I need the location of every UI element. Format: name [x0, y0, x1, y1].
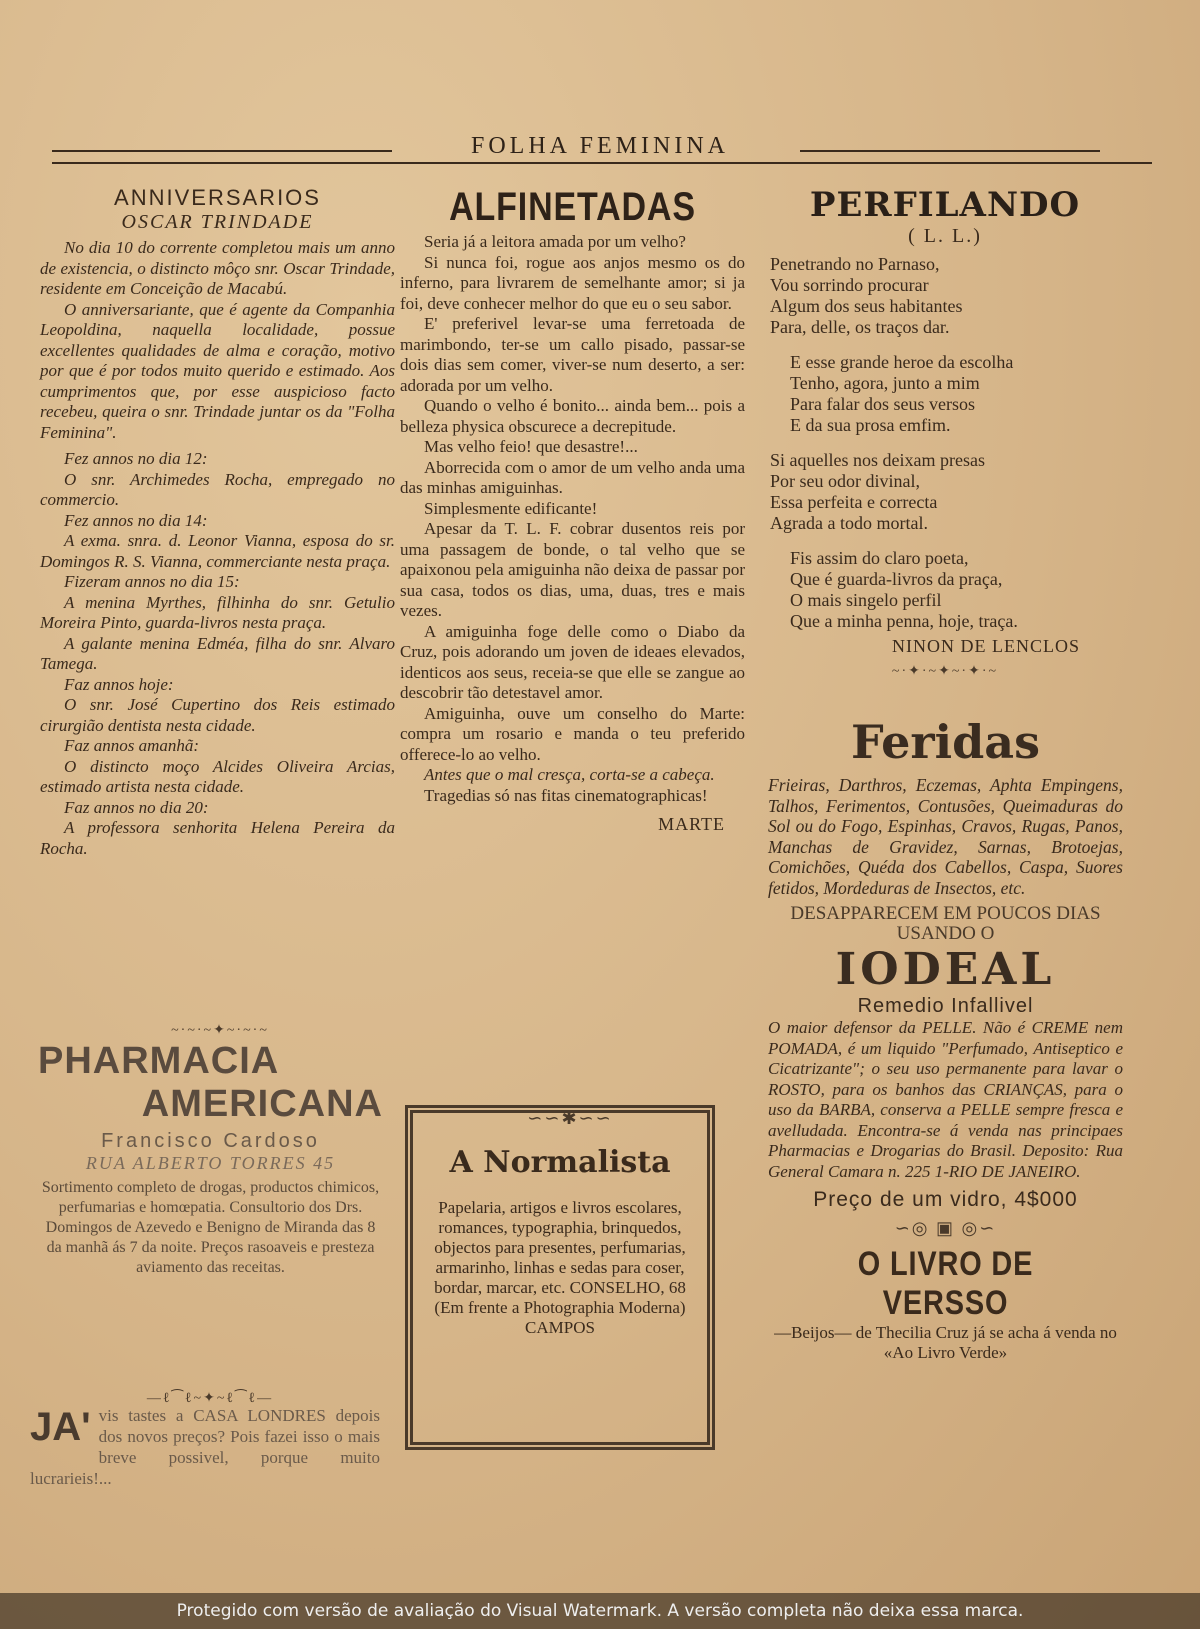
anniversaries-body — [40, 238, 395, 859]
alfinetadas-title: ALFINETADAS — [449, 185, 696, 229]
anniversaries-subtitle: OSCAR TRINDADE — [121, 211, 314, 233]
masthead-rule — [52, 162, 1152, 164]
ornament-divider: ∽◎ ▣ ◎∽ — [894, 1218, 997, 1238]
perfilando-poem — [770, 254, 1120, 657]
normalista-title: A Normalista — [449, 1145, 671, 1180]
feridas-title: Feridas — [851, 715, 1040, 769]
anniv-para: O distincto moço Alcides Oliveira Arcias, estimado artista nesta cidade. — [40, 756, 395, 796]
poem-line: Para falar dos seus versos — [790, 394, 975, 414]
anniv-para: Fez annos no dia 14: — [64, 510, 208, 530]
poem-line: Penetrando no Parnaso, — [770, 254, 940, 274]
alfinetadas-para: E' preferivel levar-se uma ferretoada de marimbondo, ter-se um callo pisado, passar-se dois dias sem comer, viver-se num deserto, a ser: adorada por um velho. — [400, 314, 745, 395]
alfinetadas-para: Quando o velho é bonito... ainda bem... pois a belleza physica obscurece a decrepitude. — [400, 396, 745, 436]
poem-line: Agrada a todo mortal. — [770, 513, 928, 533]
anniv-para: A galante menina Edméa, filha do snr. Alvaro Tamega. — [40, 633, 395, 673]
watermark-banner: Protegido com versão de avaliação do Visual Watermark. A versão completa não deixa essa marca. — [0, 1593, 1200, 1629]
alfinetadas-para: Antes que o mal cresça, corta-se a cabeça. — [424, 765, 715, 784]
poem-line: Tenho, agora, junto a mim — [790, 373, 980, 393]
ornament-divider: ∽∽✱∽∽ — [527, 1108, 613, 1128]
iodeal-product: IODEAL — [835, 944, 1056, 995]
ornament-divider: ~·✦·~✦~·✦·~ — [891, 664, 999, 679]
alfinetadas-para: Amiguinha, ouve um conselho do Marte: compra um rosario e manda o teu preferido offerece-lo ao velho. — [400, 703, 745, 764]
poem-stanza — [770, 548, 1120, 632]
alfinetadas-para: Tragedias só nas fitas cinematographicas! — [424, 785, 708, 805]
poem-line: O mais singelo perfil — [790, 590, 942, 610]
column-alfinetadas — [400, 185, 745, 835]
alfinetadas-para: A amiguinha foge delle como o Diabo da Cruz, pois adorando um joven de ideaes elevados, identicos aos seus, receia-se que elle se zangue ao descobrir tão detestavel amor. — [400, 621, 745, 702]
poem-line: Essa perfeita e correcta — [770, 492, 938, 512]
pharmacia-title-1: PHARMACIA — [38, 1040, 280, 1082]
normalista-body: Papelaria, artigos e livros escolares, romances, typographia, brinquedos, objectos para presentes, perfumarias, armarinho, linhas e sedas para coser, bordar, marcar, etc. CONSELHO, 68 (Em frente a Photographia Moderna) CAMPOS — [434, 1198, 686, 1337]
anniversaries-title: ANNIVERSARIOS — [114, 185, 321, 210]
feridas-list: Frieiras, Darthros, Eczemas, Aphta Empingens, Talhos, Ferimentos, Contusões, Queimaduras do Sol ou do Fogo, Espinhas, Cravos, Rugas, Panos, Manchas de Gravidez, Sarnas, Brotoejas, Comichões, Quéda dos Cabellos, Caspa, Suores fetidos, Mordeduras de Insectos, etc. — [768, 775, 1123, 898]
ad-a-normalista — [405, 1105, 715, 1450]
anniv-para: No dia 10 do corrente completou mais um anno de existencia, o distincto môço snr. Oscar Trindade, residente em Conceição de Macabú. — [40, 238, 395, 298]
ad-casa-londres — [30, 1405, 380, 1489]
ad-iodeal — [768, 715, 1123, 1363]
poem-line: Fis assim do claro poeta, — [790, 548, 969, 568]
anniv-para: Faz annos hoje: — [64, 674, 174, 694]
masthead-rule-right — [800, 150, 1100, 152]
iodeal-tagline: Remedio Infallivel — [857, 995, 1034, 1017]
poem-line: Algum dos seus habitantes — [770, 296, 963, 316]
anniv-para: O snr. Archimedes Rocha, empregado no commercio. — [40, 469, 395, 509]
masthead-rule-left — [52, 150, 392, 152]
poem-stanza — [770, 352, 1120, 436]
book-title: O LIVRO DE VERSSO — [857, 1245, 1034, 1322]
poem-line: Para, delle, os traços dar. — [770, 317, 950, 337]
perfilando-title: PERFILANDO — [809, 185, 1081, 225]
pharmacia-body: Sortimento completo de drogas, productos chimicos, perfumarias e homœpatia. Consultorio dos Drs. Domingos de Azevedo e Benigno de Miranda das 8 da manhã ás 7 da noite. Preços rasoaveis e presteza aviamento das receitas. — [41, 1179, 380, 1276]
poem-stanza — [770, 450, 1120, 534]
ad-pharmacia-americana — [38, 1040, 383, 1278]
perfilando-subtitle: ( L. L.) — [908, 225, 982, 247]
alfinetadas-signature: MARTE — [658, 814, 725, 834]
iodeal-disappear: DESAPPARECEM EM POUCOS DIAS USANDO O — [790, 903, 1101, 944]
poem-line: E esse grande heroe da escolha — [790, 352, 1014, 372]
perfilando-signature: NINON DE LENCLOS — [892, 636, 1080, 656]
poem-line: Que é guarda-livros da praça, — [790, 569, 1003, 589]
poem-line: Si aquelles nos deixam presas — [770, 450, 985, 470]
poem-line: Que a minha penna, hoje, traça. — [790, 611, 1018, 631]
casa-londres-text: vis tastes a CASA LONDRES depois dos novos preços? Pois fazei isso o mais breve possivel, porque muito lucrarieis!... — [30, 1406, 380, 1488]
pharmacia-owner: Francisco Cardoso — [101, 1130, 320, 1152]
anniv-para: Faz annos amanhã: — [64, 736, 200, 755]
anniv-para: Faz annos no dia 20: — [64, 797, 209, 817]
anniv-para: Fizeram annos no dia 15: — [64, 572, 240, 591]
poem-stanza — [770, 254, 1120, 338]
alfinetadas-para: Mas velho feio! que desastre!... — [424, 437, 638, 456]
iodeal-price: Preço de um vidro, 4$000 — [813, 1188, 1078, 1211]
column-anniversaries — [40, 185, 395, 859]
anniv-para: A professora senhorita Helena Pereira da Rocha. — [40, 818, 395, 858]
masthead: FOLHA FEMININA — [470, 133, 729, 159]
alfinetadas-para: Apesar da T. L. F. cobrar dusentos reis por uma passagem de bonde, o tal velho que se apaixonou pela amiguinha não deixa de passar por sua casa, todos os dias, uma, duas, tres e mais vezes. — [400, 519, 745, 620]
anniv-para: O anniversariante, que é agente da Companhia Leopoldina, naquella localidade, possue excellentes qualidades de alma e coração, motivo por que é por todos muito querido e estimado. Aos cumprimentos que, por esse auspicioso facto recebeu, queira o snr. Trindade juntar os da "Folha Feminina". — [40, 299, 395, 442]
anniv-para: A exma. snra. d. Leonor Vianna, esposa do sr. Domingos R. S. Vianna, commerciante nesta praça. — [40, 531, 395, 571]
book-text: —Beijos— de Thecilia Cruz já se acha á venda no «Ao Livro Verde» — [774, 1323, 1117, 1362]
ornament-divider: ~·~·~✦~·~·~ — [171, 1023, 269, 1038]
alfinetadas-para: Si nunca foi, rogue aos anjos mesmo os do inferno, para livrarem de semelhante amor; si ja foi, deve conhecer melhor do que eu o seu sabor. — [400, 252, 745, 313]
anniv-para: A menina Myrthes, filhinha do snr. Getulio Moreira Pinto, guarda-livros nesta praça. — [40, 592, 395, 632]
poem-line: E da sua prosa emfim. — [790, 415, 951, 435]
pharmacia-title-2: AMERICANA — [141, 1083, 383, 1125]
pharmacia-address: RUA ALBERTO TORRES 45 — [85, 1153, 336, 1173]
column-perfilando — [770, 185, 1120, 684]
alfinetadas-para: Simplesmente edificante! — [424, 498, 598, 518]
poem-line: Por seu odor divinal, — [770, 471, 920, 491]
anniv-para: O snr. José Cupertino dos Reis estimado cirurgião dentista nesta cidade. — [40, 695, 395, 735]
ornament-divider: —ℓ⁀ℓ~✦~ℓ⁀ℓ— — [146, 1391, 274, 1406]
alfinetadas-para: Seria já a leitora amada por um velho? — [424, 232, 686, 251]
anniv-para: Fez annos no dia 12: — [64, 449, 208, 468]
poem-line: Vou sorrindo procurar — [770, 275, 929, 295]
casa-londres-big: JA' — [30, 1405, 91, 1449]
alfinetadas-para: Aborrecida com o amor de um velho anda uma das minhas amiguinhas. — [400, 457, 745, 497]
iodeal-desc: O maior defensor da PELLE. Não é CREME nem POMADA, é um liquido "Perfumado, Antiseptico e Cicatrizante"; o seu uso permanente para lavar o ROSTO, para os banhos das CRIANÇAS, para o uso da BARBA, conserva a PELLE sempre fresca e avelludada. Encontra-se á venda nas principaes Pharmacias e Drogarias do Brasil. Deposito: Rua General Camara n. 225 1-RIO DE JANEIRO. — [768, 1018, 1123, 1181]
